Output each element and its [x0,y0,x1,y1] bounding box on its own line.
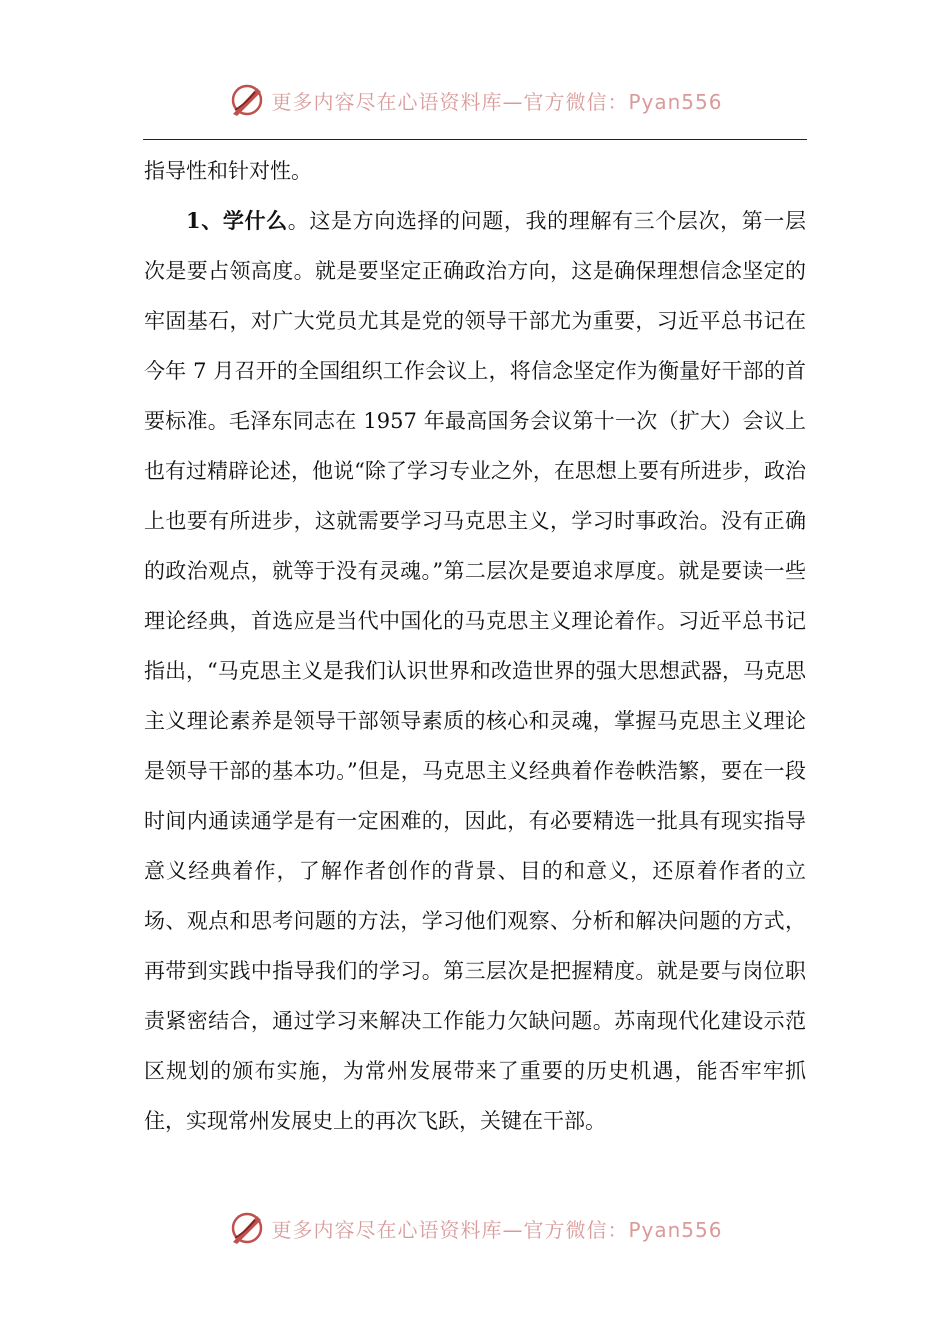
document-body [144,146,806,1146]
quill-pen-logo-icon [227,1208,267,1248]
continuation-line: 指导性和针对性。 [144,159,312,183]
footer-watermark-text: 更多内容尽在心语资料库—官方微信：Pyan556 [271,1217,723,1242]
footer-watermark-banner [0,1203,950,1253]
header-watermark-text: 更多内容尽在心语资料库—官方微信：Pyan556 [271,89,723,114]
body-paragraph [144,196,806,1146]
paragraph-text: 。这是方向选择的问题，我的理解有三个层次，第一层次是要占领高度。就是要坚定正确政治方向，这是确保理想信念坚定的牢固基石，对广大党员尤其是党的领导干部尤为重要，习近平总书记在今年 7 月召开的全国组织工作会议上，将信念坚定作为衡量好干部的首要标准。毛泽东同志在 1957 年最高国务会议第十一次（扩大）会议上也有过精辟论述，他说“除了学习专业之外，在思想上要有所进步，政治上也要有所进步，这就需要学习马克思主义，学习时事政治。没有正确的政治观点，就等于没有灵魂。”第二层次是要追求厚度。就是要读一些理论经典，首选应是当代中国化的马克思主义理论着作。习近平总书记指出，“马克思主义是我们认识世界和改造世界的强大思想武器，马克思主义理论素养是领导干部领导素质的核心和灵魂，掌握马克思主义理论是领导干部的基本功。”但是，马克思主义经典着作卷帙浩繁，要在一段时间内通读通学是有一定困难的，因此，有必要精选一批具有现实指导意义经典着作，了解作者创作的背景、目的和意义，还原着作者的立场、观点和思考问题的方法，学习他们观察、分析和解决问题的方式，再带到实践中指导我们的学习。第三层次是把握精度。就是要与岗位职责紧密结合，通过学习来解决工作能力欠缺问题。苏南现代化建设示范区规划的颁布实施，为常州发展带来了重要的历史机遇，能否牢牢抓住，实现常州发展史上的再次飞跃，关键在干部。 [144,209,806,1133]
header-watermark-banner [0,75,950,125]
section-heading: 1、学什么 [186,208,288,233]
quill-pen-logo-icon [227,80,267,120]
header-divider [143,139,807,140]
